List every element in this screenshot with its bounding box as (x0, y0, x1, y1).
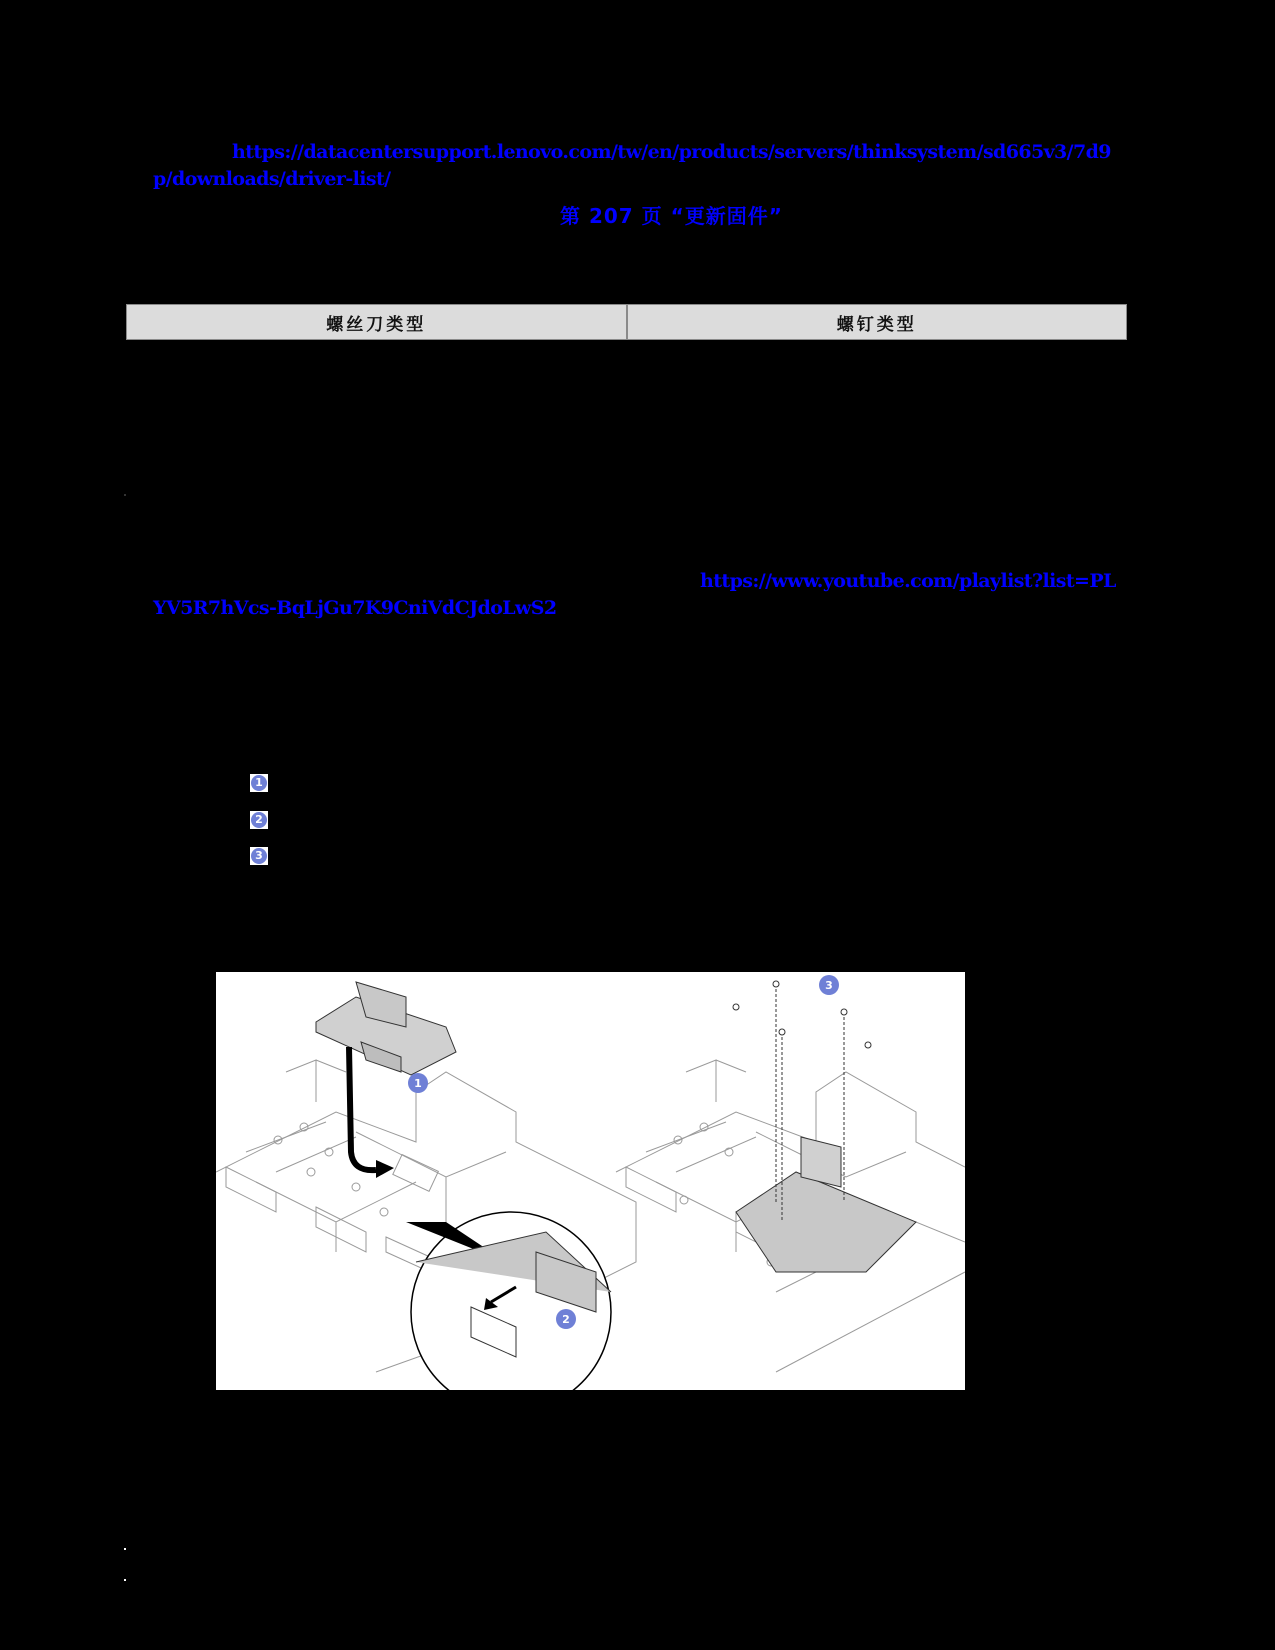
tool-table-header (126, 304, 1127, 340)
firmware-download-link-line1[interactable]: https://datacentersupport.lenovo.com/tw/en/products/servers/thinksystem/sd665v3/7d9 (232, 141, 1111, 163)
step-3-icon: 3 (251, 848, 267, 864)
step-marker-1 (250, 774, 268, 792)
page-dot (124, 1579, 126, 1581)
svg-text:1: 1 (414, 1077, 422, 1090)
step-2-icon: 2 (251, 812, 267, 828)
video-playlist-link-line1[interactable]: https://www.youtube.com/playlist?list=PL (700, 570, 1116, 592)
svg-text:2: 2 (562, 1313, 570, 1326)
step-marker-3 (250, 847, 268, 865)
firmware-download-link-line2[interactable]: p/downloads/driver-list/ (153, 168, 391, 190)
stray-dot (124, 494, 126, 496)
server-board-diagram-icon (216, 972, 965, 1390)
update-firmware-xref-link[interactable]: 第 207 页 “更新固件” (560, 204, 783, 228)
page-dot (124, 1548, 126, 1550)
step-marker-2 (250, 811, 268, 829)
video-playlist-link-line2[interactable]: YV5R7hVcs-BqLjGu7K9CniVdCJdoLwS2 (153, 597, 557, 619)
step-1-icon: 1 (251, 775, 267, 791)
screw-type-header: 螺钉类型 (626, 305, 1127, 339)
screwdriver-type-header: 螺丝刀类型 (326, 314, 427, 335)
svg-text:3: 3 (825, 979, 833, 992)
removal-illustration (216, 972, 965, 1390)
